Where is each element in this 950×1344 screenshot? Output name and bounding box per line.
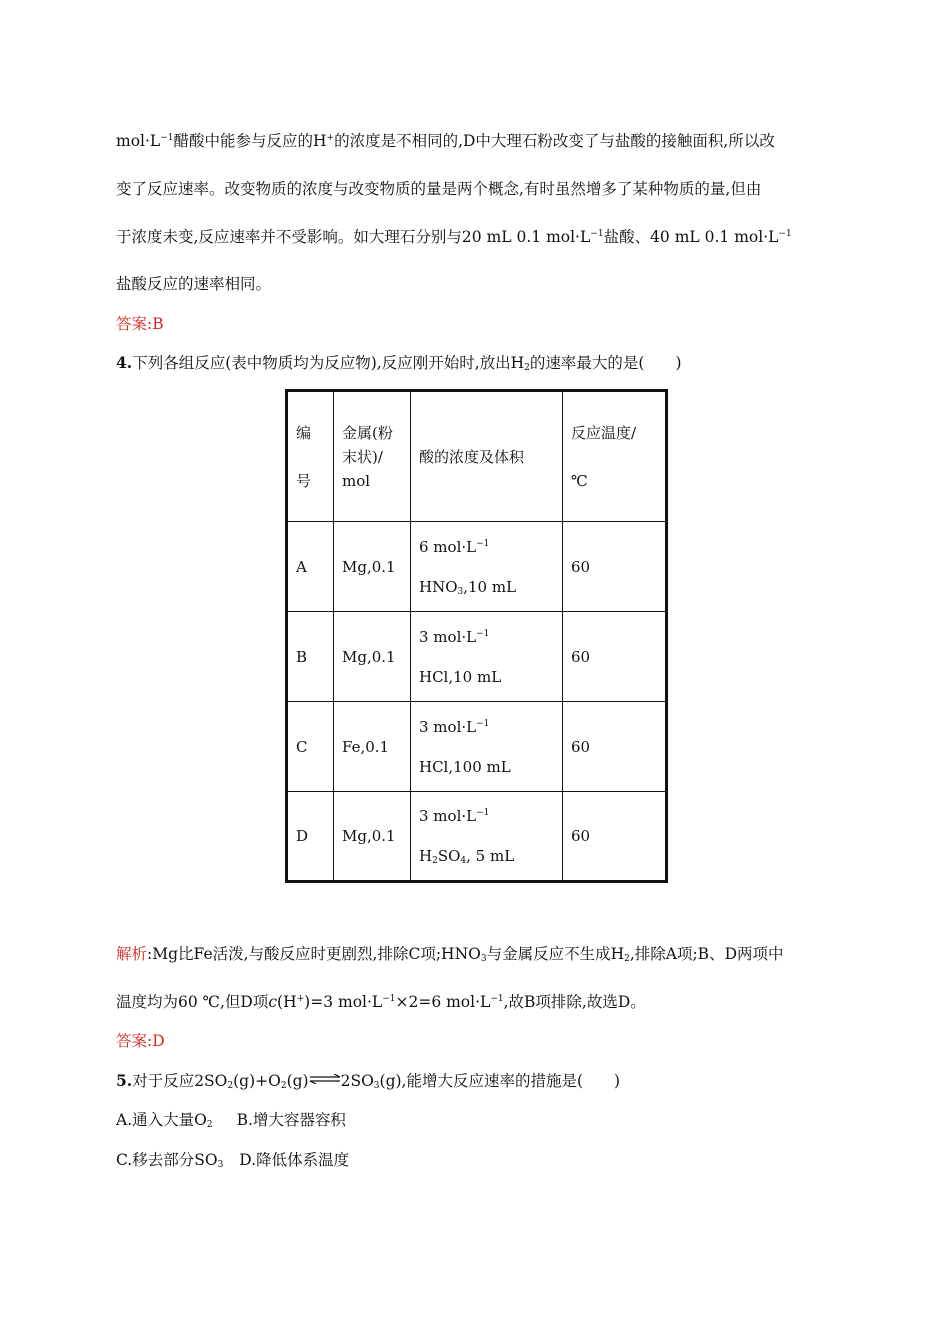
subscript: 2 <box>206 1120 213 1130</box>
superscript: −1 <box>490 994 504 1004</box>
row-metal: Fe,0.1 <box>334 702 411 792</box>
subscript: 3 <box>217 1160 224 1170</box>
row-id: D <box>287 792 334 882</box>
superscript: −1 <box>476 628 490 639</box>
question-number: 5. <box>116 1071 133 1090</box>
text-segment: 下列各组反应(表中物质均为反应物),反应刚开始时,放出H <box>132 354 525 372</box>
text-segment: 对于反应2SO <box>132 1072 228 1090</box>
answer-value: :D <box>147 1032 165 1050</box>
answer-label: 答案 <box>116 315 148 333</box>
q4-analysis-line-2 <box>116 992 646 1012</box>
superscript: −1 <box>476 538 490 549</box>
concentration: 3 mol·L <box>419 807 477 825</box>
subscript: 3 <box>457 586 464 597</box>
table-row <box>287 702 667 792</box>
text-segment: 于浓度未变,反应速率并不受影响。如大理石分别与20 mL 0.1 mol·L <box>116 228 591 246</box>
row-temp: 60 <box>563 522 667 612</box>
option-text: A.通入大量O <box>116 1111 207 1129</box>
superscript: −1 <box>476 808 490 818</box>
text-segment: ,排除A项;B、D两项中 <box>629 945 784 963</box>
acid-formula: H <box>419 847 433 865</box>
answer-value: :B <box>147 315 164 333</box>
row-id: B <box>287 612 334 702</box>
acid-formula: HNO <box>419 577 458 596</box>
analysis-prev-line-4: 盐酸反应的速率相同。 <box>116 275 272 293</box>
superscript: + <box>326 133 335 143</box>
row-id: C <box>287 702 334 792</box>
concentration: 3 mol·L <box>419 627 477 646</box>
header-text: 末状)/ <box>342 447 383 466</box>
text-segment: (H <box>277 993 297 1011</box>
subscript: 2 <box>624 954 630 964</box>
table-header-row <box>287 391 667 522</box>
row-id: A <box>287 522 334 612</box>
question-4-stem <box>116 353 682 373</box>
row-temp: 60 <box>563 792 667 882</box>
header-text: 编 <box>296 423 312 442</box>
header-metal <box>334 391 411 522</box>
header-text: 反应温度/ <box>571 423 637 442</box>
text-segment: 温度均为60 ℃,但D项 <box>116 993 269 1011</box>
text-segment: ×2=6 mol·L <box>395 993 491 1011</box>
option-d: D.降低体系温度 <box>239 1151 350 1169</box>
reaction-table <box>285 389 668 883</box>
table-row <box>287 612 667 702</box>
row-metal: Mg,0.1 <box>334 522 411 612</box>
row-metal: Mg,0.1 <box>334 792 411 882</box>
option-b: B.增大容器容积 <box>236 1111 346 1129</box>
concentration: 3 mol·L <box>419 717 477 736</box>
subscript: 2 <box>524 363 530 373</box>
row-acid <box>411 522 563 612</box>
q5-options-row-1 <box>116 1110 346 1130</box>
answer-prev <box>116 314 164 334</box>
text-segment: 2SO <box>340 1072 374 1090</box>
superscript: −1 <box>590 229 604 239</box>
superscript: −1 <box>778 229 792 239</box>
header-id <box>287 391 334 522</box>
row-acid <box>411 792 563 882</box>
text-segment: )=3 mol·L <box>304 993 383 1011</box>
analysis-prev-line-2: 变了反应速率。改变物质的浓度与改变物质的量是两个概念,有时虽然增多了某种物质的量,但由 <box>116 180 762 198</box>
header-acid: 酸的浓度及体积 <box>411 391 563 522</box>
analysis-prev-line-1 <box>116 131 775 151</box>
row-metal: Mg,0.1 <box>334 612 411 702</box>
text-segment: (g) <box>286 1072 309 1090</box>
answer-label: 答案 <box>116 1032 148 1050</box>
answer-q4 <box>116 1031 165 1051</box>
option-c <box>116 1151 223 1169</box>
concentration-symbol: c <box>268 993 278 1011</box>
text-segment: 与金属反应不生成H <box>486 945 625 963</box>
text-segment: 醋酸中能参与反应的H <box>173 132 327 150</box>
header-text: 号 <box>296 471 312 490</box>
text-segment: :Mg比Fe活泼,与酸反应时更剧烈,排除C项;HNO <box>147 945 481 963</box>
row-acid <box>411 702 563 792</box>
table-row <box>287 792 667 882</box>
acid-volume: ,10 mL <box>463 577 517 596</box>
subscript: 2 <box>432 856 438 866</box>
subscript: 2 <box>227 1081 234 1091</box>
question-5-stem <box>116 1071 620 1091</box>
superscript: −1 <box>382 994 396 1004</box>
header-text: 金属(粉 <box>342 423 393 442</box>
text-segment: (g),能增大反应速率的措施是( ) <box>379 1072 621 1090</box>
acid-volume: , 5 mL <box>466 847 515 865</box>
subscript: 3 <box>373 1081 380 1091</box>
subscript: 2 <box>280 1081 287 1091</box>
option-text: C.移去部分SO <box>116 1151 218 1169</box>
question-number: 4. <box>116 353 133 372</box>
superscript: −1 <box>160 133 174 143</box>
text-segment: 盐酸、40 mL 0.1 mol·L <box>603 228 779 246</box>
analysis-label: 解析 <box>116 945 148 963</box>
superscript: + <box>296 994 305 1004</box>
option-a <box>116 1111 213 1129</box>
q4-analysis-line-1 <box>116 944 784 964</box>
acid-formula: SO <box>437 847 461 865</box>
header-text: ℃ <box>571 471 588 490</box>
text-segment: 的浓度是不相同的,D中大理石粉改变了与盐酸的接触面积,所以改 <box>334 132 775 150</box>
text-segment: 的速率最大的是( ) <box>529 354 682 372</box>
header-text: mol <box>342 471 371 490</box>
acid-formula: HCl <box>419 757 449 776</box>
acid-volume: ,100 mL <box>448 757 511 776</box>
acid-formula: HCl <box>419 667 449 686</box>
text-segment: (g)+O <box>233 1072 281 1090</box>
subscript: 3 <box>480 954 487 964</box>
analysis-prev-line-3 <box>116 227 792 247</box>
q5-options-row-2 <box>116 1150 349 1170</box>
header-temp <box>563 391 667 522</box>
table-row <box>287 522 667 612</box>
text-segment: mol·L <box>116 132 161 150</box>
concentration: 6 mol·L <box>419 537 477 556</box>
equilibrium-arrow-icon <box>309 1074 341 1084</box>
text-segment: ,故B项排除,故选D。 <box>503 993 646 1011</box>
row-acid <box>411 612 563 702</box>
row-temp: 60 <box>563 702 667 792</box>
row-temp: 60 <box>563 612 667 702</box>
subscript: 4 <box>460 856 467 866</box>
superscript: −1 <box>476 718 490 729</box>
acid-volume: ,10 mL <box>448 667 502 686</box>
